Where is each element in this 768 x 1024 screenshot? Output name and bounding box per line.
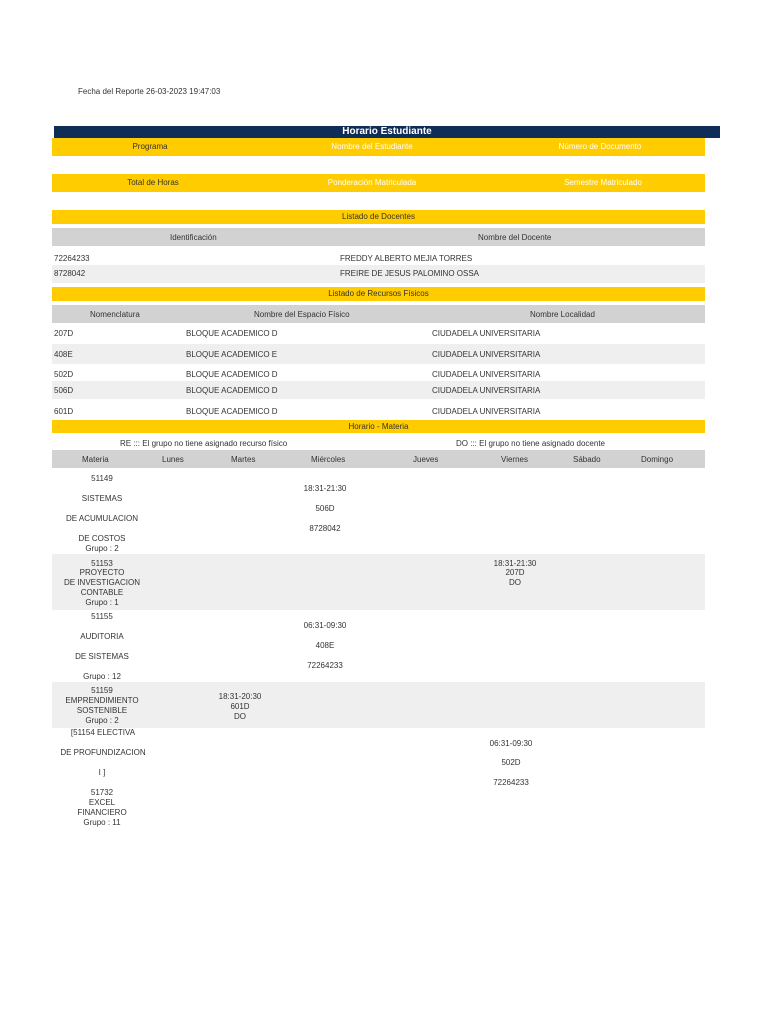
subject-line: CONTABLE — [80, 588, 124, 597]
recurso-code: 506D — [54, 386, 74, 395]
section-docentes: Listado de Docentes — [52, 210, 705, 224]
section-horario: Horario - Materia — [52, 420, 705, 433]
header-localidad: Nombre Localidad — [530, 310, 595, 319]
subject-line: FINANCIERO — [77, 808, 127, 817]
subject-line: I ] — [98, 768, 106, 777]
recurso-space: BLOQUE ACADEMICO D — [186, 370, 278, 379]
header-miercoles: Miércoles — [311, 455, 346, 464]
slot-docente: DO — [234, 712, 246, 721]
header-lunes: Lunes — [162, 455, 184, 464]
docente-id: 72264233 — [54, 254, 90, 263]
table-row — [52, 265, 705, 283]
slot-time: 06:31-09:30 — [303, 621, 347, 630]
header-viernes: Viernes — [501, 455, 528, 464]
subject-line: 51153 — [91, 559, 113, 568]
slot-room: 502D — [501, 758, 521, 767]
report-date: Fecha del Reporte 26-03-2023 19:47:03 — [78, 87, 221, 96]
recurso-code: 408E — [54, 350, 73, 359]
subject-line: DE INVESTIGACION — [63, 578, 140, 587]
section-recursos: Listado de Recursos Físicos — [52, 287, 705, 301]
slot-room: 506D — [315, 504, 335, 513]
subject-line: EXCEL — [88, 798, 116, 807]
subject-line: DE SISTEMAS — [75, 652, 129, 661]
header-domingo: Domingo — [641, 455, 674, 464]
table-row — [52, 251, 705, 265]
slot-time: 18:31-21:30 — [303, 484, 347, 493]
recurso-loc: CIUDADELA UNIVERSITARIA — [432, 350, 541, 359]
recurso-loc: CIUDADELA UNIVERSITARIA — [432, 329, 541, 338]
horario-header — [52, 450, 705, 468]
subject-line: Grupo : 11 — [83, 818, 121, 827]
header-sabado: Sábado — [573, 455, 601, 464]
label-total-horas: Total de Horas — [127, 178, 179, 187]
recurso-code: 207D — [54, 329, 74, 338]
header-martes: Martes — [231, 455, 256, 464]
subject-line: DE PROFUNDIZACION — [60, 748, 146, 757]
table-row — [52, 323, 705, 343]
slot-docente: DO — [509, 578, 521, 587]
docente-id: 8728042 — [54, 269, 86, 278]
subject-line: AUDITORIA — [80, 632, 124, 641]
summary-row-2 — [52, 174, 705, 192]
subject-line: DE ACUMULACION — [65, 514, 138, 523]
subject-line: DE COSTOS — [78, 534, 126, 543]
recurso-space: BLOQUE ACADEMICO D — [186, 407, 278, 416]
subject-line: [51154 ELECTIVA — [70, 728, 136, 737]
slot-time: 18:31-20:30 — [218, 692, 262, 701]
table-row — [52, 381, 705, 399]
slot-room: 207D — [505, 568, 525, 577]
subject-line: PROYECTO — [79, 568, 125, 577]
slot-room: 408E — [315, 641, 335, 650]
slot-time: 18:31-21:30 — [493, 559, 537, 568]
slot-room: 601D — [230, 702, 250, 711]
header-identificacion: Identificación — [170, 233, 217, 242]
recurso-space: BLOQUE ACADEMICO E — [186, 350, 278, 359]
header-nomenclatura: Nomenclatura — [90, 310, 140, 319]
recurso-loc: CIUDADELA UNIVERSITARIA — [432, 407, 541, 416]
subject-line: SOSTENIBLE — [76, 706, 128, 715]
page-title: Horario Estudiante — [54, 126, 720, 138]
table-row — [52, 400, 705, 418]
slot-docente: 8728042 — [309, 524, 341, 533]
table-row — [52, 364, 705, 382]
label-nombre-estudiante: Nombre del Estudiante — [331, 142, 413, 151]
slot-docente: 72264233 — [493, 778, 529, 787]
slot-docente: 72264233 — [307, 661, 343, 670]
recurso-space: BLOQUE ACADEMICO D — [186, 386, 278, 395]
docente-name: FREDDY ALBERTO MEJIA TORRES — [340, 254, 473, 263]
subject-line: Grupo : 2 — [85, 544, 119, 553]
recurso-loc: CIUDADELA UNIVERSITARIA — [432, 370, 541, 379]
recurso-code: 601D — [54, 407, 74, 416]
header-nombre-docente: Nombre del Docente — [478, 233, 552, 242]
label-ponderacion: Ponderación Matriculada — [327, 178, 417, 187]
subject-line: EMPRENDIMIENTO — [65, 696, 139, 705]
table-row — [52, 344, 705, 364]
subject-line: Grupo : 12 — [83, 672, 121, 681]
subject-line: 51149 — [91, 474, 113, 483]
subject-line: Grupo : 1 — [85, 598, 119, 607]
subject-line: SISTEMAS — [81, 494, 123, 503]
subject-line: 51732 — [90, 788, 114, 797]
header-jueves: Jueves — [413, 455, 439, 464]
docente-name: FREIRE DE JESUS PALOMINO OSSA — [340, 269, 479, 278]
docentes-header — [52, 228, 705, 246]
recurso-code: 502D — [54, 370, 74, 379]
recursos-header — [52, 305, 705, 323]
subject-line: 51155 — [91, 612, 113, 621]
summary-row-1 — [52, 138, 705, 156]
header-materia: Materia — [82, 455, 109, 464]
recurso-loc: CIUDADELA UNIVERSITARIA — [432, 386, 541, 395]
legend-do: DO ::: El grupo no tiene asignado docente — [456, 439, 605, 448]
slot-time: 06:31-09:30 — [489, 739, 533, 748]
header-espacio: Nombre del Espacio Físico — [254, 310, 350, 319]
legend-re: RE ::: El grupo no tiene asignado recurso físico — [120, 439, 288, 448]
subject-line: Grupo : 2 — [85, 716, 119, 725]
label-numero-documento: Número de Documento — [558, 142, 642, 151]
recurso-space: BLOQUE ACADEMICO D — [186, 329, 278, 338]
subject-line: 51159 — [91, 686, 113, 695]
label-programa: Programa — [132, 142, 168, 151]
label-semestre: Semestre Matriculado — [564, 178, 642, 187]
